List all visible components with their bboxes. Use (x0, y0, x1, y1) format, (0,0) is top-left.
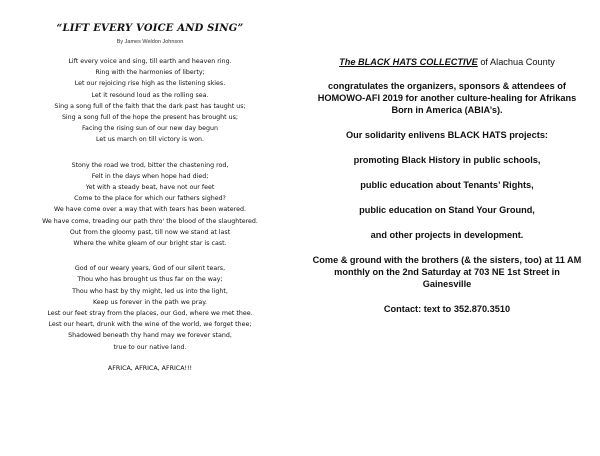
poem-line: Keep us forever in the path we pray. (92, 298, 208, 306)
poem-line: Thou who hast by thy might, led us into the light, (72, 287, 228, 295)
congratulations-text: congratulates the organizers, sponsors & attendees of HOMOWO-AFI 2019 for another culture-healing for Afrikans Born in America (ABIA’s). (317, 81, 577, 115)
poem-line: We have come, treading our path thro' the blood of the slaughtered. (42, 217, 258, 225)
poem-line: Out from the gloomy past, till now we stand at last (69, 228, 231, 236)
poem-line: Stony the road we trod, bitter the chastening rod, (71, 161, 229, 169)
poem-line: Lift every voice and sing, till earth and heaven ring. (68, 58, 232, 65)
solidarity-text: Our solidarity enlivens BLACK HATS projects: (346, 130, 548, 140)
poem-panel (0, 22, 300, 374)
poem-line: Where the white gleam of our bright star is cast. (73, 240, 227, 248)
poem-line: Sing a song full of the faith that the dark past has taught us; (54, 102, 246, 110)
project-item: public education on Stand Your Ground, (359, 205, 535, 215)
poem-stanzas (0, 56, 300, 353)
announcement-panel (312, 56, 582, 328)
collective-heading (312, 56, 582, 68)
poem-line: Sing a song full of the hope the present has brought us; (61, 114, 239, 122)
poem-line: Ring with the harmonies of liberty; (95, 69, 205, 77)
poem-line: Let our rejoicing rise high as the listening skies. (74, 80, 226, 88)
project-item: public education about Tenants’ Rights, (360, 180, 534, 190)
meeting-text: Come & ground with the brothers (& the sisters, too) at 11 AM monthly on the 2nd Saturday at 703 NE 1st Street in Gainesville (312, 255, 582, 289)
contact-text: Contact: text to 352.870.3510 (383, 304, 511, 314)
poem-line: Thou who has brought us thus far on the way; (77, 276, 223, 284)
poem-line: Yet with a steady beat, have not our feet (85, 184, 215, 192)
poem-stanza (0, 56, 300, 146)
poem-stanza (0, 160, 300, 250)
poem-closing: AFRICA, AFRICA, AFRICA!!! (107, 364, 193, 372)
project-item: and other projects in development. (370, 230, 524, 240)
collective-name: The BLACK HATS COLLECTIVE (339, 57, 478, 67)
poem-stanza (0, 263, 300, 353)
poem-line: Shadowed beneath thy hand may we forever stand, (68, 332, 232, 340)
poem-line: God of our weary years, God of our silent tears, (74, 265, 226, 273)
poem-line: Lest our feet stray from the places, our God, where we met thee. (47, 310, 253, 318)
poem-line: Let it resound loud as the rolling sea. (91, 91, 209, 99)
poem-line: We have come over a way that with tears has been watered. (54, 206, 246, 214)
poem-line: Let us march on till victory is won. (95, 136, 205, 144)
collective-suffix: of Alachua County (477, 57, 555, 67)
poem-line: true to our native land. (113, 343, 187, 351)
poem-author: By James Weldon Johnson (116, 39, 184, 45)
poem-line: Lest our heart, drunk with the wine of the world, we forget thee; (48, 321, 252, 329)
poem-line: Come to the place for which our fathers sighed? (74, 195, 226, 203)
poem-line: Felt in the days when hope had died; (91, 172, 209, 180)
poem-line: Facing the rising sun of our new day begun (81, 125, 219, 133)
poem-title: “LIFT EVERY VOICE AND SING” (56, 23, 244, 34)
project-item: promoting Black History in public schools, (353, 155, 541, 165)
